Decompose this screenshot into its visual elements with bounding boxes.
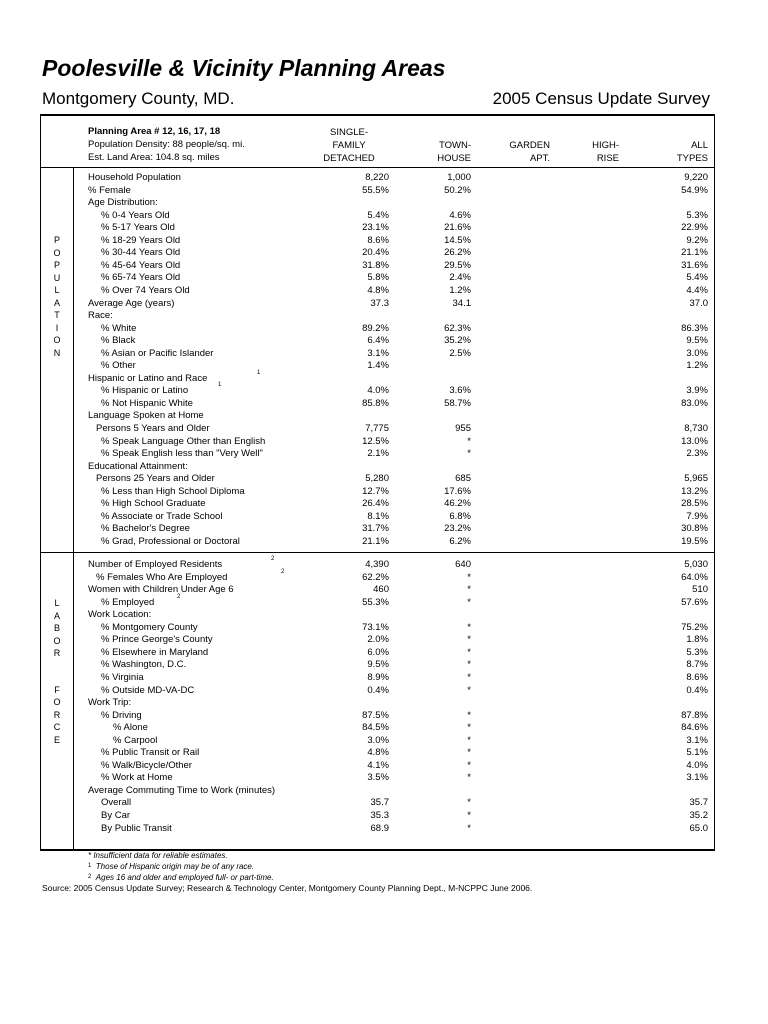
townhouse-value: 46.2% bbox=[444, 498, 471, 510]
row-label: % Female bbox=[88, 184, 131, 196]
table-row bbox=[41, 697, 714, 710]
table-row bbox=[41, 647, 714, 660]
all-types-value: 8.7% bbox=[686, 659, 708, 671]
single-family-value: 35.7 bbox=[370, 797, 389, 809]
townhouse-value: 23.2% bbox=[444, 523, 471, 535]
row-label: % Speak English less than "Very Well" bbox=[101, 448, 263, 460]
all-types-value: 5.1% bbox=[686, 747, 708, 759]
all-types-value: 3.0% bbox=[686, 347, 708, 359]
table-row bbox=[41, 672, 714, 685]
all-types-value: 64.0% bbox=[681, 571, 708, 583]
single-family-value: 4.1% bbox=[367, 759, 389, 771]
footnote-employed: $^2$ Ages 16 and older and employed full- or part-time. bbox=[88, 873, 274, 882]
section-letter: L bbox=[54, 598, 60, 608]
row-label: % Employed bbox=[101, 596, 155, 608]
row-label: % Black bbox=[101, 335, 136, 347]
table-row bbox=[41, 498, 714, 511]
all-types-value: 30.8% bbox=[681, 523, 708, 535]
single-family-value: 26.4% bbox=[362, 498, 389, 510]
section-letter: L bbox=[54, 285, 60, 295]
single-family-value: 87.5% bbox=[362, 709, 389, 721]
table-row bbox=[41, 593, 714, 610]
single-family-value: 8,220 bbox=[365, 172, 389, 183]
table-row bbox=[41, 659, 714, 672]
section-letter: P bbox=[53, 260, 60, 270]
footnote-marker: 1 bbox=[218, 382, 222, 389]
table-row bbox=[41, 568, 714, 585]
townhouse-value: * bbox=[467, 646, 471, 658]
townhouse-value: * bbox=[467, 734, 471, 746]
table-row bbox=[41, 298, 714, 311]
row-label: % Public Transit or Rail bbox=[101, 747, 200, 759]
table-row bbox=[41, 710, 714, 723]
table-row bbox=[41, 247, 714, 260]
townhouse-value: 6.8% bbox=[449, 510, 471, 522]
townhouse-value: * bbox=[467, 621, 471, 633]
all-types-value: 35.2 bbox=[689, 810, 708, 821]
table-row bbox=[41, 486, 714, 499]
section-letter: U bbox=[53, 272, 61, 283]
page-title: Poolesville & Vicinity Planning Areas bbox=[42, 55, 446, 81]
header-divider bbox=[41, 167, 714, 168]
row-label: % Montgomery County bbox=[101, 621, 198, 633]
all-types-value: 9,220 bbox=[684, 172, 708, 183]
table-row bbox=[41, 310, 714, 323]
footnote-marker: 2 bbox=[271, 556, 275, 562]
row-label: % Virginia bbox=[101, 671, 144, 683]
single-family-value: 55.5% bbox=[362, 184, 389, 196]
section-letter: C bbox=[53, 722, 61, 732]
single-family-value: 68.9 bbox=[370, 822, 389, 834]
footnote-marker: 2 bbox=[281, 568, 285, 575]
townhouse-value: 2.4% bbox=[449, 272, 471, 284]
section-letter: O bbox=[53, 247, 61, 258]
all-types-value: 86.3% bbox=[681, 322, 708, 334]
footnote-marker: 1 bbox=[257, 369, 261, 376]
townhouse-value: * bbox=[467, 596, 471, 608]
row-label: Educational Attainment: bbox=[88, 460, 188, 472]
row-label: Overall bbox=[101, 797, 132, 809]
townhouse-value: 1.2% bbox=[449, 284, 471, 296]
table-row bbox=[41, 423, 714, 436]
section-letter: O bbox=[53, 335, 61, 345]
single-family-value: 55.3% bbox=[362, 596, 389, 608]
single-family-value: 31.8% bbox=[362, 259, 389, 271]
row-label: % Work at Home bbox=[101, 772, 173, 784]
row-label: % Less than High School Diploma bbox=[101, 485, 245, 497]
table-row bbox=[41, 634, 714, 647]
table-row bbox=[41, 448, 714, 461]
single-family-value: 12.7% bbox=[362, 485, 389, 497]
all-types-value: 8.6% bbox=[686, 671, 708, 683]
section-divider-horizontal bbox=[41, 552, 714, 553]
table-row bbox=[41, 523, 714, 536]
townhouse-value: 685 bbox=[455, 473, 471, 485]
single-family-value: 23.1% bbox=[362, 222, 389, 234]
all-types-value: 5.3% bbox=[686, 646, 708, 658]
row-label: % 0-4 Years Old bbox=[101, 209, 170, 221]
footnote-hispanic: $^1$ Those of Hispanic origin may be of any race. bbox=[88, 862, 255, 871]
col-header-single-family: SINGLE- FAMILY DETACHED bbox=[323, 127, 375, 164]
table-row bbox=[41, 222, 714, 235]
townhouse-value: * bbox=[467, 634, 471, 646]
all-types-value: 3.1% bbox=[686, 734, 708, 746]
row-label: % Walk/Bicycle/Other bbox=[101, 759, 192, 771]
table-row bbox=[41, 360, 714, 373]
table-row bbox=[41, 772, 714, 785]
table-row bbox=[41, 609, 714, 622]
section-letter: B bbox=[53, 623, 60, 633]
row-label: % Washington, D.C. bbox=[101, 659, 187, 671]
table-row bbox=[41, 398, 714, 411]
section-letter: O bbox=[53, 635, 61, 646]
all-types-value: 1.8% bbox=[686, 634, 708, 646]
row-label: % 30-44 Years Old bbox=[101, 247, 181, 259]
footnotes bbox=[88, 850, 274, 883]
row-label: % Over 74 Years Old bbox=[101, 284, 190, 296]
survey-subtitle: 2005 Census Update Survey bbox=[492, 89, 710, 108]
table-row bbox=[41, 260, 714, 273]
table-row bbox=[41, 810, 714, 823]
all-types-value: 5,030 bbox=[684, 559, 708, 570]
table-row bbox=[41, 584, 714, 597]
table-row bbox=[41, 235, 714, 248]
table-row bbox=[41, 197, 714, 210]
single-family-value: 37.3 bbox=[370, 297, 389, 309]
townhouse-value: * bbox=[467, 822, 471, 834]
table-row bbox=[41, 172, 714, 185]
single-family-value: 73.1% bbox=[362, 621, 389, 633]
all-types-value: 510 bbox=[692, 584, 708, 596]
all-types-value: 28.5% bbox=[681, 498, 708, 510]
townhouse-value: * bbox=[467, 772, 471, 784]
all-types-value: 84.6% bbox=[681, 722, 708, 734]
row-label: Persons 25 Years and Older bbox=[96, 473, 215, 485]
section-letter: P bbox=[53, 235, 60, 245]
single-family-value: 4.0% bbox=[367, 385, 389, 397]
row-label: Age Distribution: bbox=[88, 197, 158, 209]
row-label: % Other bbox=[101, 360, 136, 372]
single-family-value: 2.1% bbox=[367, 448, 389, 460]
townhouse-value: 17.6% bbox=[444, 485, 471, 497]
row-label: Household Population bbox=[88, 172, 181, 183]
townhouse-value: 14.5% bbox=[444, 234, 471, 246]
single-family-value: 3.5% bbox=[367, 772, 389, 784]
source-note: Source: 2005 Census Update Survey; Research & Technology Center, Montgomery County Planning Dept., M-NCPPC June 2006. bbox=[42, 883, 533, 893]
table-row bbox=[41, 369, 714, 386]
row-label: Hispanic or Latino and Race bbox=[88, 372, 208, 384]
row-label: Average Commuting Time to Work (minutes) bbox=[88, 784, 276, 796]
section-letter: R bbox=[53, 648, 61, 658]
table-row bbox=[41, 785, 714, 798]
table-row bbox=[41, 685, 714, 698]
section-letter: A bbox=[53, 297, 60, 308]
section-letter: O bbox=[53, 697, 61, 707]
all-types-value: 2.3% bbox=[686, 448, 708, 460]
townhouse-value: * bbox=[467, 797, 471, 809]
row-label: % Prince George's County bbox=[101, 634, 213, 646]
townhouse-value: * bbox=[467, 584, 471, 596]
townhouse-value: 35.2% bbox=[444, 335, 471, 347]
townhouse-value: * bbox=[467, 571, 471, 583]
row-label: Work Trip: bbox=[88, 697, 132, 709]
single-family-value: 8.6% bbox=[367, 234, 389, 246]
single-family-value: 35.3 bbox=[370, 810, 389, 821]
townhouse-value: 29.5% bbox=[444, 259, 471, 271]
table-row bbox=[41, 556, 714, 572]
table-row bbox=[41, 348, 714, 361]
row-label: % Not Hispanic White bbox=[101, 397, 193, 409]
col-header-townhouse: TOWN- HOUSE bbox=[437, 140, 471, 164]
table-row bbox=[41, 536, 714, 549]
single-family-value: 84.5% bbox=[362, 722, 389, 734]
table-row bbox=[41, 382, 714, 398]
col-header-all-types: ALL TYPES bbox=[676, 140, 708, 164]
table-row bbox=[41, 797, 714, 810]
townhouse-value: * bbox=[467, 671, 471, 683]
single-family-value: 4,390 bbox=[365, 559, 389, 570]
table-row bbox=[41, 747, 714, 760]
townhouse-value: 21.6% bbox=[444, 222, 471, 234]
townhouse-value: 62.3% bbox=[444, 322, 471, 334]
table-row bbox=[41, 323, 714, 336]
townhouse-value: * bbox=[467, 722, 471, 734]
all-types-value: 8,730 bbox=[684, 423, 708, 434]
col-header-high-rise: HIGH- RISE bbox=[592, 140, 619, 164]
single-family-value: 5.8% bbox=[367, 272, 389, 284]
all-types-value: 13.0% bbox=[681, 435, 708, 447]
single-family-value: 62.2% bbox=[362, 571, 389, 583]
single-family-value: 8.1% bbox=[367, 510, 389, 522]
section-letter: F bbox=[54, 684, 60, 695]
townhouse-value: * bbox=[467, 709, 471, 721]
table-row bbox=[41, 335, 714, 348]
row-label: % Asian or Pacific Islander bbox=[101, 347, 214, 359]
row-label: By Car bbox=[101, 810, 131, 821]
single-family-value: 3.1% bbox=[367, 347, 389, 359]
townhouse-value: 58.7% bbox=[444, 397, 471, 409]
townhouse-value: * bbox=[467, 435, 471, 447]
row-label: % Speak Language Other than English bbox=[101, 435, 266, 447]
section-letter: E bbox=[53, 734, 60, 745]
row-label: % 65-74 Years Old bbox=[101, 272, 181, 284]
row-label: % Females Who Are Employed bbox=[96, 571, 228, 583]
all-types-value: 9.5% bbox=[686, 335, 708, 347]
footnote-marker: 2 bbox=[177, 593, 181, 600]
all-types-value: 19.5% bbox=[681, 535, 708, 547]
townhouse-value: 1,000 bbox=[447, 172, 471, 183]
single-family-value: 31.7% bbox=[362, 523, 389, 535]
row-label: By Public Transit bbox=[101, 822, 172, 834]
single-family-value: 3.0% bbox=[367, 734, 389, 746]
single-family-value: 460 bbox=[373, 584, 389, 596]
single-family-value: 6.4% bbox=[367, 335, 389, 347]
table-row bbox=[41, 185, 714, 198]
row-label: % White bbox=[101, 322, 137, 334]
table-row bbox=[41, 722, 714, 735]
all-types-value: 0.4% bbox=[686, 684, 708, 696]
all-types-value: 21.1% bbox=[681, 247, 708, 259]
row-label: % Hispanic or Latino bbox=[101, 385, 189, 397]
row-label: % Carpool bbox=[113, 734, 158, 746]
row-label: % Outside MD-VA-DC bbox=[101, 684, 195, 696]
row-label: Persons 5 Years and Older bbox=[96, 423, 210, 434]
section-letter: N bbox=[53, 347, 61, 358]
townhouse-value: 2.5% bbox=[449, 347, 471, 359]
all-types-value: 31.6% bbox=[681, 259, 708, 271]
section-letter: T bbox=[54, 310, 60, 320]
all-types-value: 83.0% bbox=[681, 397, 708, 409]
all-types-value: 35.7 bbox=[689, 797, 708, 809]
all-types-value: 5.4% bbox=[686, 272, 708, 284]
table-row bbox=[41, 285, 714, 298]
townhouse-value: 26.2% bbox=[444, 247, 471, 259]
table-header-info bbox=[88, 125, 245, 164]
all-types-value: 54.9% bbox=[681, 184, 708, 196]
all-types-value: 57.6% bbox=[681, 596, 708, 608]
row-label: Women with Children Under Age 6 bbox=[88, 584, 234, 596]
row-label: % 5-17 Years Old bbox=[101, 222, 175, 234]
table-row bbox=[41, 436, 714, 449]
table-row bbox=[41, 461, 714, 474]
col-header-garden-apt: GARDEN APT. bbox=[509, 140, 550, 164]
section-letter: R bbox=[53, 709, 61, 720]
all-types-value: 5,965 bbox=[684, 473, 708, 485]
all-types-value: 4.4% bbox=[686, 284, 708, 296]
row-label: % Associate or Trade School bbox=[101, 510, 223, 522]
planning-area-label: Planning Area # 12, 16, 17, 18 bbox=[88, 126, 221, 137]
townhouse-value: 640 bbox=[455, 559, 471, 570]
footnote-insufficient: * Insufficient data for reliable estimates. bbox=[88, 851, 228, 860]
single-family-value: 4.8% bbox=[367, 747, 389, 759]
townhouse-value: 955 bbox=[455, 423, 471, 434]
table-row bbox=[41, 823, 714, 836]
single-family-value: 2.0% bbox=[367, 634, 389, 646]
section-letter: A bbox=[53, 610, 60, 621]
row-label: Work Location: bbox=[88, 609, 152, 621]
single-family-value: 8.9% bbox=[367, 671, 389, 683]
all-types-value: 3.1% bbox=[686, 772, 708, 784]
population-density-label: Population Density: 88 people/sq. mi. bbox=[88, 139, 245, 150]
row-label: % 18-29 Years Old bbox=[101, 234, 181, 246]
table-row bbox=[41, 735, 714, 748]
section-letter: I bbox=[55, 322, 59, 333]
county-subtitle: Montgomery County, MD. bbox=[42, 89, 235, 108]
land-area-label: Est. Land Area: 104.8 sq. miles bbox=[88, 152, 220, 163]
data-table bbox=[40, 114, 715, 851]
townhouse-value: * bbox=[467, 759, 471, 771]
table-row bbox=[41, 511, 714, 524]
single-family-value: 0.4% bbox=[367, 684, 389, 696]
table-row bbox=[41, 410, 714, 423]
table-row bbox=[41, 210, 714, 223]
all-types-value: 65.0 bbox=[689, 822, 708, 834]
table-row bbox=[41, 272, 714, 285]
all-types-value: 1.2% bbox=[686, 360, 708, 372]
row-label: % Alone bbox=[113, 722, 148, 734]
all-types-value: 37.0 bbox=[689, 297, 708, 309]
single-family-value: 5,280 bbox=[365, 473, 389, 485]
row-label: % Driving bbox=[101, 709, 142, 721]
single-family-value: 1.4% bbox=[367, 360, 389, 372]
all-types-value: 3.9% bbox=[686, 385, 708, 397]
townhouse-value: 3.6% bbox=[449, 385, 471, 397]
all-types-value: 4.0% bbox=[686, 759, 708, 771]
row-label: % 45-64 Years Old bbox=[101, 259, 181, 271]
townhouse-value: 6.2% bbox=[449, 535, 471, 547]
single-family-value: 6.0% bbox=[367, 646, 389, 658]
row-label: Number of Employed Residents bbox=[88, 559, 223, 570]
row-label: % High School Graduate bbox=[101, 498, 206, 510]
single-family-value: 4.8% bbox=[367, 284, 389, 296]
single-family-value: 12.5% bbox=[362, 435, 389, 447]
townhouse-value: * bbox=[467, 810, 471, 821]
single-family-value: 85.8% bbox=[362, 397, 389, 409]
row-label: Language Spoken at Home bbox=[88, 410, 204, 422]
townhouse-value: 34.1 bbox=[452, 297, 471, 309]
table-row bbox=[41, 622, 714, 635]
single-family-value: 9.5% bbox=[367, 659, 389, 671]
row-label: Race: bbox=[88, 310, 113, 322]
row-label: % Grad, Professional or Doctoral bbox=[101, 535, 240, 547]
single-family-value: 7,775 bbox=[365, 423, 389, 434]
single-family-value: 20.4% bbox=[362, 247, 389, 259]
table-row bbox=[41, 760, 714, 773]
single-family-value: 5.4% bbox=[367, 209, 389, 221]
row-label: % Bachelor's Degree bbox=[101, 523, 190, 535]
all-types-value: 7.9% bbox=[686, 510, 708, 522]
table-row bbox=[41, 473, 714, 486]
all-types-value: 13.2% bbox=[681, 485, 708, 497]
all-types-value: 22.9% bbox=[681, 222, 708, 234]
row-label: % Elsewhere in Maryland bbox=[101, 646, 209, 658]
row-label: Average Age (years) bbox=[88, 297, 175, 309]
townhouse-value: 4.6% bbox=[449, 209, 471, 221]
all-types-value: 9.2% bbox=[686, 234, 708, 246]
townhouse-value: 50.2% bbox=[444, 184, 471, 196]
townhouse-value: * bbox=[467, 448, 471, 460]
townhouse-value: * bbox=[467, 747, 471, 759]
townhouse-value: * bbox=[467, 684, 471, 696]
townhouse-value: * bbox=[467, 659, 471, 671]
all-types-value: 87.8% bbox=[681, 709, 708, 721]
single-family-value: 21.1% bbox=[362, 535, 389, 547]
single-family-value: 89.2% bbox=[362, 322, 389, 334]
all-types-value: 75.2% bbox=[681, 621, 708, 633]
all-types-value: 5.3% bbox=[686, 209, 708, 221]
